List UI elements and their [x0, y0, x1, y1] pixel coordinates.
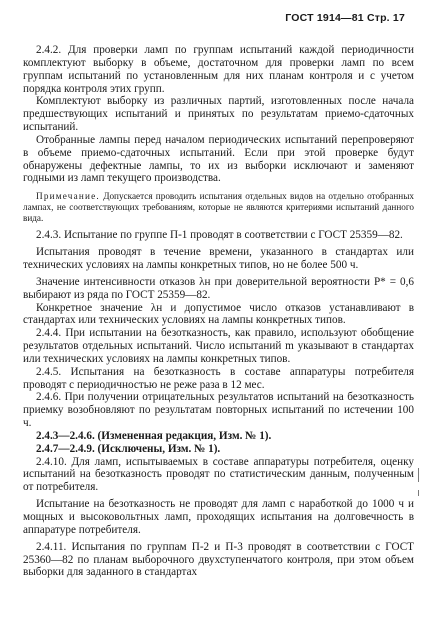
body-paragraph: Испытания проводят в течение времени, указанного в стандартах или технических условиях на лампы конкретных типов, но не более 500 ч.: [23, 246, 414, 271]
body-paragraph: 2.4.3. Испытание по группе П-1 проводят в соответствии с ГОСТ 25359—82.: [36, 229, 403, 242]
scan-edge-mark: [418, 490, 419, 496]
amendment-note: 2.4.7—2.4.9. (Исключены, Изм. № 1).: [36, 442, 221, 455]
body-paragraph: Отобранные лампы перед началом периодических испытаний перепроверяют в объеме приемо-сдаточных испытаний. Если при этой проверке будут обнаружены дефектные лампы, то их из выборки исключают и заменяют годными из ламп текущего производства.: [23, 133, 414, 185]
body-paragraph: 2.4.4. При испытании на безотказность, как правило, используют обобщение результатов отдельных испытаний. Число испытаний m указывают в стандартах или технических условиях на лампы конкретных типов.: [23, 327, 414, 365]
body-paragraph: Конкретное значение λн и допустимое число отказов устанавливают в стандартах или технических условиях на лампы конкретных типов.: [23, 301, 414, 327]
note-text: Допускается проводить испытания отдельных видов на отдельно отобранных лампах, не соответствующих требованиям, которые не являются критериями испытаний данного вида.: [23, 191, 414, 224]
scan-edge-mark: [418, 468, 419, 482]
standard-number: ГОСТ 1914—81: [285, 12, 364, 24]
page-number: Стр. 17: [366, 12, 405, 24]
body-paragraph: 2.4.2. Для проверки ламп по группам испытаний каждой периодичности комплектуют выборку в объеме, достаточном для проверки ламп по всем группам испытаний по установленным для них планам контроля и с учетом порядка контроля этих групп.: [23, 44, 414, 95]
body-paragraph: 2.4.11. Испытания по группам П-2 и П-3 проводят в соответствии с ГОСТ 25360—82 по планам выборочного двухступенчатого контроля, при этом объем выборки для заданного в стандартах: [23, 540, 414, 579]
body-paragraph: 2.4.10. Для ламп, испытываемых в составе аппаратуры потребителя, оценку испытаний на безотказность проводят по статистическим данным, полученным от потребителя.: [23, 455, 414, 494]
body-paragraph: 2.4.5. Испытания на безотказность в составе аппаратуры потребителя проводят с периодичностью не реже раза в 12 мес.: [23, 365, 414, 391]
document-body: [23, 44, 414, 579]
note-lead: Примечание.: [36, 191, 100, 202]
body-paragraph: Значение интенсивности отказов λн при доверительной вероятности P* = 0,6 выбирают из ряда по ГОСТ 25359—82.: [23, 275, 414, 301]
page-header: [285, 12, 405, 24]
body-paragraph: 2.4.6. При получении отрицательных результатов испытаний на безотказность приемку возобновляют по результатам повторных испытаний по истечении 100 ч.: [23, 391, 414, 430]
amendment-note: 2.4.3—2.4.6. (Измененная редакция, Изм. № 1).: [36, 429, 272, 442]
note-paragraph: [23, 191, 414, 224]
body-paragraph: Испытание на безотказность не проводят для ламп с наработкой до 1000 ч и мощных и высоковольтных ламп, проходящих испытания на долговечность в аппаратуре потребителя.: [23, 498, 414, 536]
body-paragraph: Комплектуют выборку из различных партий, изготовленных после начала предшествующих испытаний и принятых по результатам приемо-сдаточных испытаний.: [23, 95, 414, 134]
